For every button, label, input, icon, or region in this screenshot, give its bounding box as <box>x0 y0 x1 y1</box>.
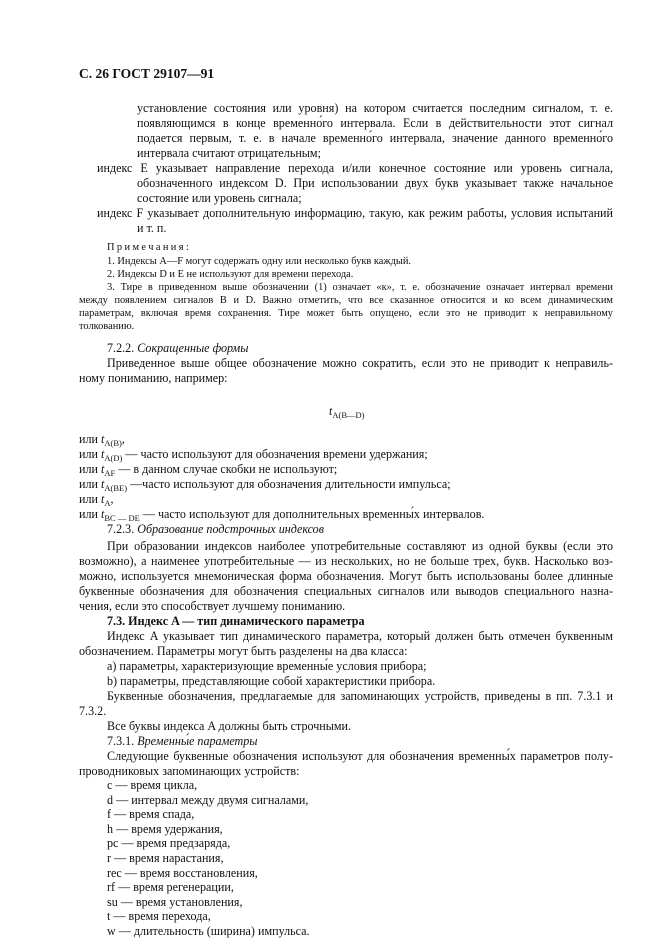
variant-text: — в данном случае скобки не используют; <box>115 462 338 476</box>
text-line: появляющимся в конце временно́го интервала. Если в действительности этот сигнал <box>137 116 613 130</box>
note-item: 1. Индексы A—F могут содержать одну или несколько букв каждый. <box>107 256 412 267</box>
text-line: 7.3.2. <box>79 704 107 718</box>
param-item: w — длительность (ширина) импульса. <box>107 924 310 938</box>
text-line: установление состояния или уровня) на котором считается последним сигналом, т. е. <box>137 101 613 115</box>
param-item: su — время установления, <box>107 894 243 909</box>
param-item: rec — время восстановления, <box>107 865 258 880</box>
section-heading <box>107 341 248 356</box>
variant-prefix: или <box>79 447 102 461</box>
text-line: ному пониманию, например: <box>79 371 228 385</box>
text-line: возможно), а наименее употребительные — из нескольких, но не больше трех, букв. Насколько воз- <box>79 554 613 568</box>
variant-symbol: t <box>101 462 105 476</box>
variant-text: , <box>121 432 125 446</box>
text-line: обозначенного индексом D. При использовании двух букв указывает также начальное <box>137 176 613 190</box>
variant-prefix: или <box>79 432 102 446</box>
param-item: pc — время предзаряда, <box>107 836 231 851</box>
text-line: интервала считают отрицательным; <box>137 146 321 160</box>
section-title: Сокращенные формы <box>137 341 249 355</box>
text-line: Все буквы индекса A должны быть строчными. <box>107 719 352 733</box>
variant-text: —часто используют для обозначения длительности импульса; <box>127 477 451 491</box>
variant-symbol: t <box>101 507 105 521</box>
param-item: rf — время регенерации, <box>107 880 234 895</box>
text-line: Приведенное выше общее обозначение можно сократить, если это не приводит к неправиль- <box>107 356 613 370</box>
text-line: Буквенные обозначения, предлагаемые для запоминающих устройств, приведены в пп. 7.3.1 и <box>107 689 613 703</box>
variant-prefix: или <box>79 477 102 491</box>
note-item: 2. Индексы D и E не используют для времени перехода. <box>107 269 354 280</box>
param-item: c — время цикла, <box>107 778 198 792</box>
variant-prefix: или <box>79 507 102 521</box>
section-heading <box>107 734 258 749</box>
variant-subscript: A(D) <box>104 453 123 463</box>
variant-line <box>79 432 125 447</box>
text-line: проводниковых запоминающих устройств: <box>79 764 300 778</box>
variant-line <box>79 492 114 507</box>
variant-prefix: или <box>79 462 102 476</box>
variant-line <box>79 477 451 492</box>
variant-line <box>79 507 484 522</box>
variant-prefix: или <box>79 492 102 506</box>
note-item: 3. Тире в приведенном выше обозначении (1) означает «к», т. е. обозначение означает интервал времени <box>107 282 613 293</box>
variant-symbol: t <box>101 492 105 506</box>
text-line: индекс F указывает дополнительную информацию, такую, как режим работы, условия испытаний <box>97 206 613 220</box>
param-item: h — время удержания, <box>107 821 223 836</box>
param-item: r — время нарастания, <box>107 851 224 865</box>
text-line: буквенные обозначения для обозначения специальных сигналов или выводов специального назна- <box>79 584 613 598</box>
section-number: 7.2.2. <box>107 341 135 355</box>
section-title: Временны́е параметры <box>137 734 258 748</box>
text-line: Следующие буквенные обозначения используют для обозначения временны́х параметров полу- <box>107 749 613 763</box>
formula <box>329 404 364 419</box>
list-item: b) параметры, представляющие собой характеристики прибора. <box>107 674 436 688</box>
section-number: 7.3.1. <box>107 734 135 748</box>
formula-symbol: t <box>329 404 333 418</box>
variant-line <box>79 447 428 462</box>
formula-subscript: A(B—D) <box>332 410 365 420</box>
variant-text: — часто используют для обозначения времени удержания; <box>122 447 428 461</box>
notes-title: Примечания: <box>107 242 192 253</box>
text-line: индекс E указывает направление перехода и/или конечное состояние или уровень сигнала, <box>97 161 613 175</box>
variant-subscript: A(BE) <box>104 483 128 493</box>
text-line: можно, используется мнемоническая форма обозначения. Могут быть использованы более длинные <box>79 569 613 583</box>
variant-text: — часто используют для дополнительных временны́х интервалов. <box>139 507 485 521</box>
param-item: f — время спада, <box>107 807 195 822</box>
section-number: 7.2.3. <box>107 522 135 536</box>
variant-symbol: t <box>101 447 105 461</box>
section-title: Образование подстрочных индексов <box>137 522 324 536</box>
text-line: При образовании индексов наиболее употребительные составляют из одной буквы (если это <box>107 539 613 553</box>
param-item: t — время перехода, <box>107 909 211 924</box>
section-heading <box>107 522 324 537</box>
variant-text: , <box>110 492 114 506</box>
param-item: d — интервал между двумя сигналами, <box>107 792 309 807</box>
text-line: состояние или уровень сигнала; <box>137 191 302 205</box>
text-line: чения, если это способствует лучшему пониманию. <box>79 599 346 613</box>
variant-subscript: BC — DE <box>104 513 140 523</box>
page-header: С. 26 ГОСТ 29107—91 <box>79 66 215 81</box>
variant-subscript: A(B) <box>104 438 122 448</box>
list-item: a) параметры, характеризующие временны́е условия прибора; <box>107 659 427 673</box>
variant-line <box>79 462 337 477</box>
note-item: между появлением сигналов B и D. Важно отметить, что все сказанное относится и ко всем динамическим <box>79 295 613 306</box>
variant-symbol: t <box>101 477 105 491</box>
note-item: толкованию. <box>79 321 135 332</box>
section-heading: 7.3. Индекс A — тип динамического параметра <box>107 614 365 628</box>
note-item: параметрам, включая время сохранения. Тире может быть опущено, если это не приводит к неправильному <box>79 308 613 319</box>
variant-subscript: A <box>104 498 111 508</box>
text-line: обозначением. Параметры могут быть разделены на два класса: <box>79 644 408 658</box>
text-line: подается первым, т. е. в начале временно́го интервала, значение данного временно́го <box>137 131 613 145</box>
text-line: и т. п. <box>137 221 167 235</box>
variant-symbol: t <box>101 432 105 446</box>
variant-subscript: AF <box>104 468 116 478</box>
text-line: Индекс A указывает тип динамического параметра, который должен быть отмечен буквенным <box>107 629 613 643</box>
